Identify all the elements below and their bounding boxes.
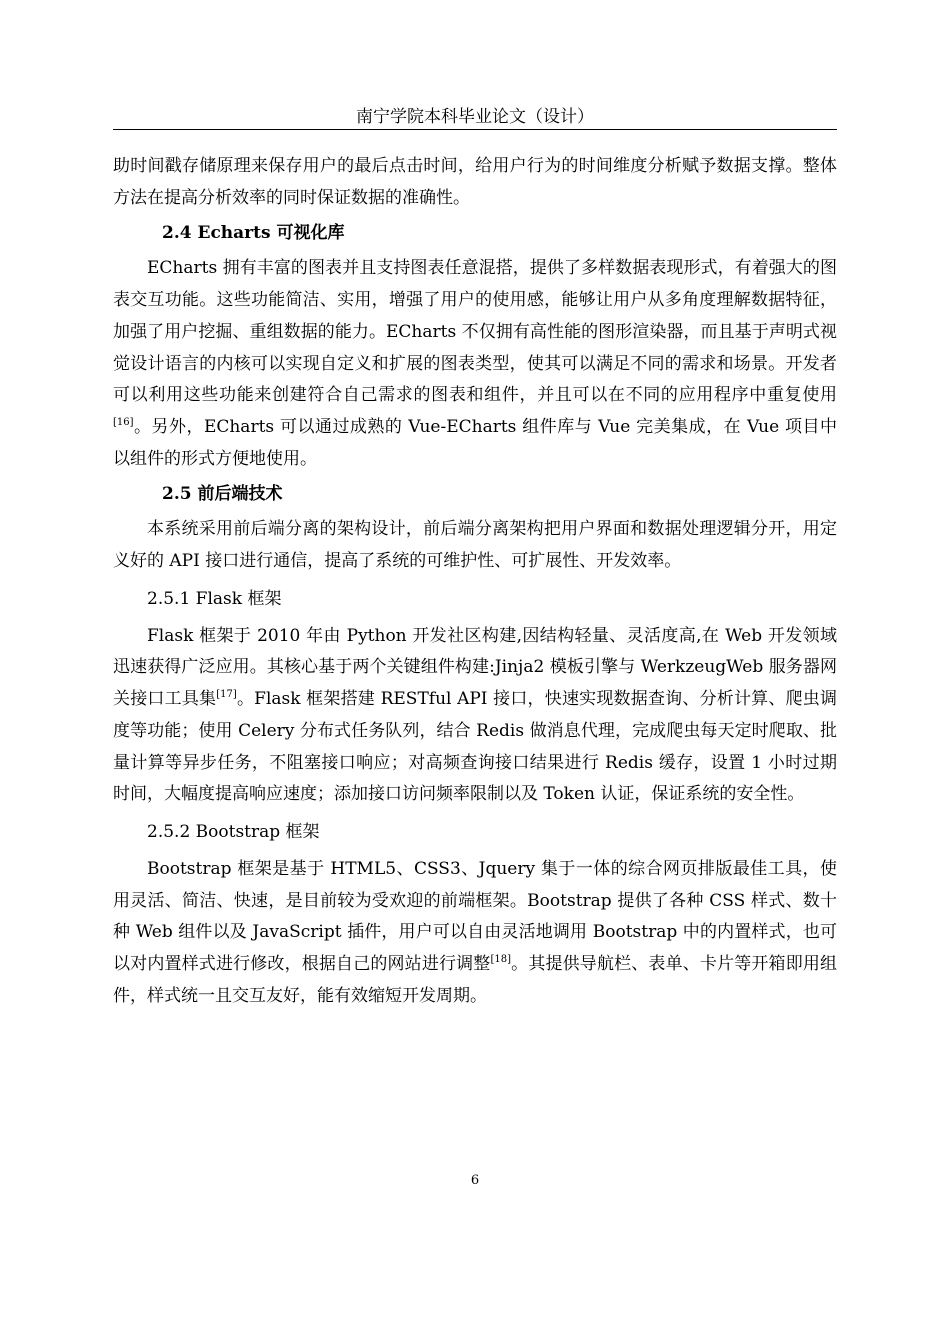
paragraph-text: 。另外，ECharts 可以通过成熟的 Vue-ECharts 组件库与 Vue 完美集成，在 Vue 项目中以组件的形式方便地使用。 bbox=[113, 416, 837, 469]
header-divider bbox=[113, 129, 837, 130]
citation-17: [17] bbox=[216, 689, 237, 701]
page-header: 南宁学院本科毕业论文（设计） bbox=[356, 107, 594, 127]
paragraph-bootstrap bbox=[113, 854, 837, 1013]
paragraph-frontend-backend: 本系统采用前后端分离的架构设计，前后端分离架构把用户界面和数据处理逻辑分开，用定义好的 API 接口进行通信，提高了系统的可维护性、可扩展性、开发效率。 bbox=[113, 519, 837, 572]
paragraph-continuation: 助时间戳存储原理来保存用户的最后点击时间，给用户行为的时间维度分析赋予数据支撑。整体方法在提高分析效率的同时保证数据的准确性。 bbox=[113, 156, 837, 208]
paragraph-echarts bbox=[113, 253, 837, 475]
page-number: 6 bbox=[470, 1173, 480, 1188]
page-body bbox=[113, 151, 837, 1012]
paragraph-text: ECharts 拥有丰富的图表并且支持图表任意混搭，提供了多样数据表现形式，有着强大的图表交互功能。这些功能简洁、实用，增强了用户的使用感，能够让用户从多角度理解数据特征，加强了用户挖掘、重组数据的能力。ECharts 不仅拥有高性能的图形渲染器，而且基于声明式视觉设计语言的内核可以实现自定义和扩展的图表类型，使其可以满足不同的需求和场景。开发者可以利用这些功能来创建符合自己需求的图表和组件，并且可以在不同的应用程序中重复使用 bbox=[113, 258, 837, 406]
paragraph-text: Flask 框架于 2010 年由 Python 开发社区构建,因结构轻量、灵活度高,在 Web 开发领域迅速获得广泛应用。其核心基于两个关键组件构建:Jinja2 模板引擎与 WerkzeugWeb 服务器网关接口工具集 bbox=[113, 625, 837, 710]
paragraph-text: Bootstrap 框架是基于 HTML5、CSS3、Jquery 集于一体的综合网页排版最佳工具，使用灵活、简洁、快速，是目前较为受欢迎的前端框架。Bootstrap 提供了各种 CSS 样式、数十种 Web 组件以及 JavaScript 插件，用户可以自由灵活地调用 Bootstrap 中的内置样式，也可以对内置样式进行修改，根据自己的网站进行调整 bbox=[113, 858, 837, 975]
subsection-heading-2-5-2: 2.5.2 Bootstrap 框架 bbox=[147, 821, 320, 842]
section-heading-2-4: 2.4 Echarts 可视化库 bbox=[162, 223, 345, 244]
subsection-heading-2-5-1: 2.5.1 Flask 框架 bbox=[147, 588, 282, 609]
section-heading-2-5: 2.5 前后端技术 bbox=[162, 484, 283, 505]
paragraph-flask bbox=[113, 621, 837, 811]
citation-16: [16] bbox=[113, 416, 134, 428]
paragraph-text: 。其提供导航栏、表单、卡片等开箱即用组件，样式统一且交互友好，能有效缩短开发周期。 bbox=[113, 954, 838, 1006]
paragraph-text: 。Flask 框架搭建 RESTful API 接口，快速实现数据查询、分析计算、爬虫调度等功能；使用 Celery 分布式任务队列，结合 Redis 做消息代理，完成爬虫每天定时爬取、批量计算等异步任务，不阻塞接口响应；对高频查询接口结果进行 Redis 缓存，设置 1 小时过期时间，大幅度提高响应速度；添加接口访问频率限制以及 Token 认证，保证系统的安全性。 bbox=[113, 689, 838, 805]
citation-18: [18] bbox=[490, 954, 512, 966]
